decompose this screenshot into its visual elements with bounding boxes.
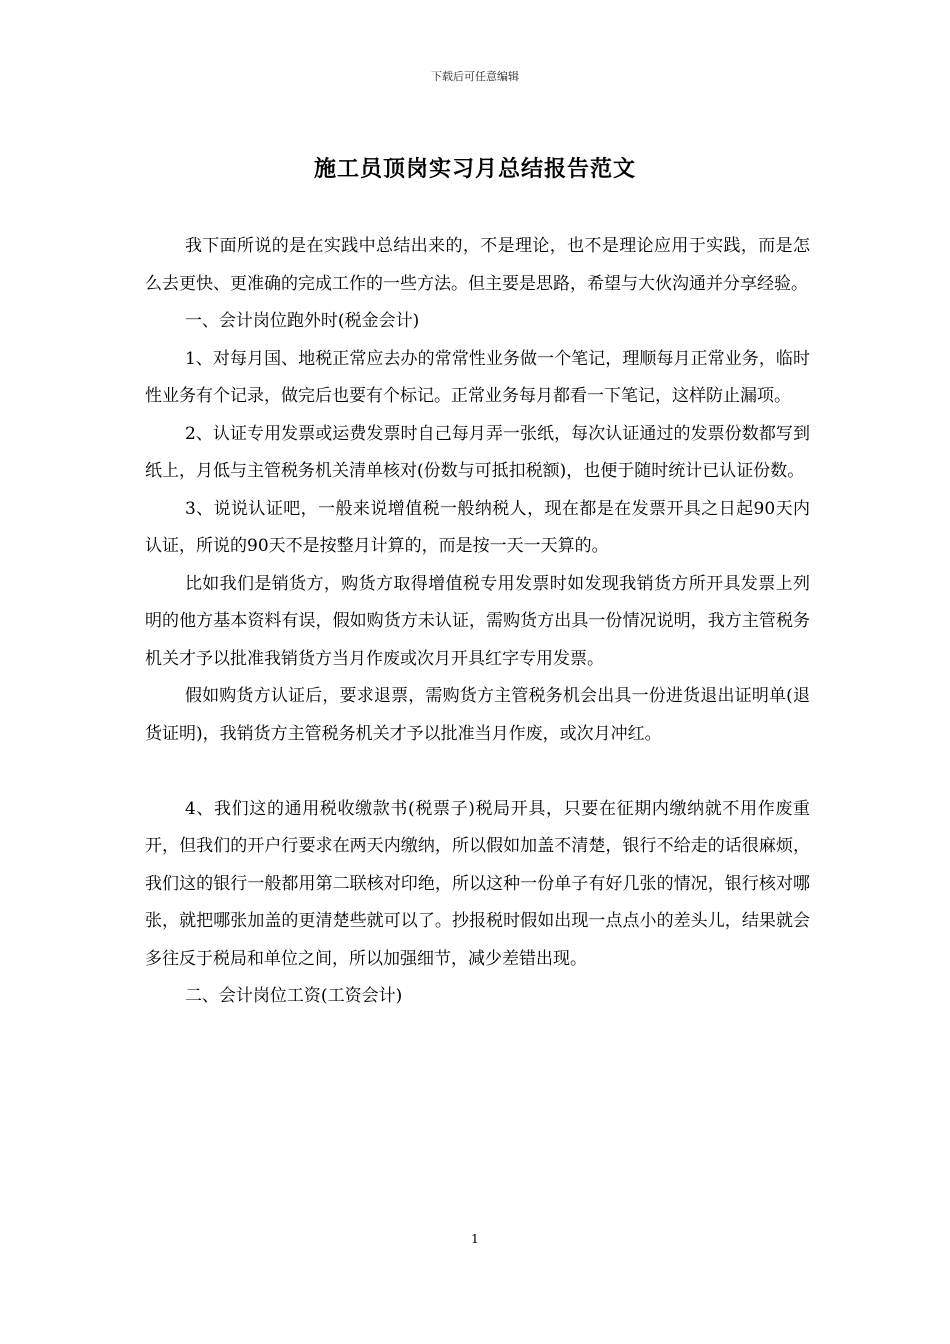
section-heading-2: 二、会计岗位工资(工资会计): [184, 986, 403, 1006]
section-heading-1: 一、会计岗位跑外时(税金会计): [184, 311, 420, 331]
paragraph-item-2: 2、认证专用发票或运费发票时自己每月弄一张纸，每次认证通过的发票份数都写到纸上，月低与主管税务机关清单核对(份数与可抵扣税额)，也便于随时统计已认证份数。: [145, 423, 810, 481]
page-number: 1: [471, 1232, 479, 1246]
header-note: 下载后可任意编辑: [431, 70, 519, 83]
paragraph-item-4: 4、我们这的通用税收缴款书(税票子)税局开具，只要在征期内缴纳就不用作废重开，但我们的开户行要求在两天内缴纳，所以假如加盖不清楚，银行不给走的话很麻烦，我们这的银行一般都用第二联核对印绝，所以这种一份单子有好几张的情况，银行核对哪张，就把哪张加盖的更清楚些就可以了。抄报税时假如出现一点点小的差头儿，结果就会多往反于税局和单位之间，所以加强细节，减少差错出现。: [145, 798, 810, 969]
paragraph-intro: 我下面所说的是在实践中总结出来的，不是理论，也不是理论应用于实践，而是怎么去更快、更准确的完成工作的一些方法。但主要是思路，希望与大伙沟通并分享经验。: [145, 236, 810, 294]
paragraph-example-1: 比如我们是销货方，购货方取得增值税专用发票时如发现我销货方所开具发票上列明的他方基本资料有误，假如购货方未认证，需购货方出具一份情况说明，我方主管税务机关才予以批准我销货方当月作废或次月开具红字专用发票。: [145, 573, 810, 669]
paragraph-item-3: 3、说说认证吧，一般来说增值税一般纳税人，现在都是在发票开具之日起90天内认证，所说的90天不是按整月计算的，而是按一天一天算的。: [145, 498, 810, 556]
document-title: 施工员顶岗实习月总结报告范文: [313, 156, 636, 182]
paragraph-item-1: 1、对每月国、地税正常应去办的常常性业务做一个笔记，理顺每月正常业务，临时性业务有个记录，做完后也要有个标记。正常业务每月都看一下笔记，这样防止漏项。: [145, 348, 810, 406]
document-body: [145, 228, 810, 1016]
paragraph-spacer: [145, 753, 810, 791]
paragraph-example-2: 假如购货方认证后，要求退票，需购货方主管税务机会出具一份进货退出证明单(退货证明)，我销货方主管税务机关才予以批准当月作废，或次月冲红。: [145, 686, 810, 744]
